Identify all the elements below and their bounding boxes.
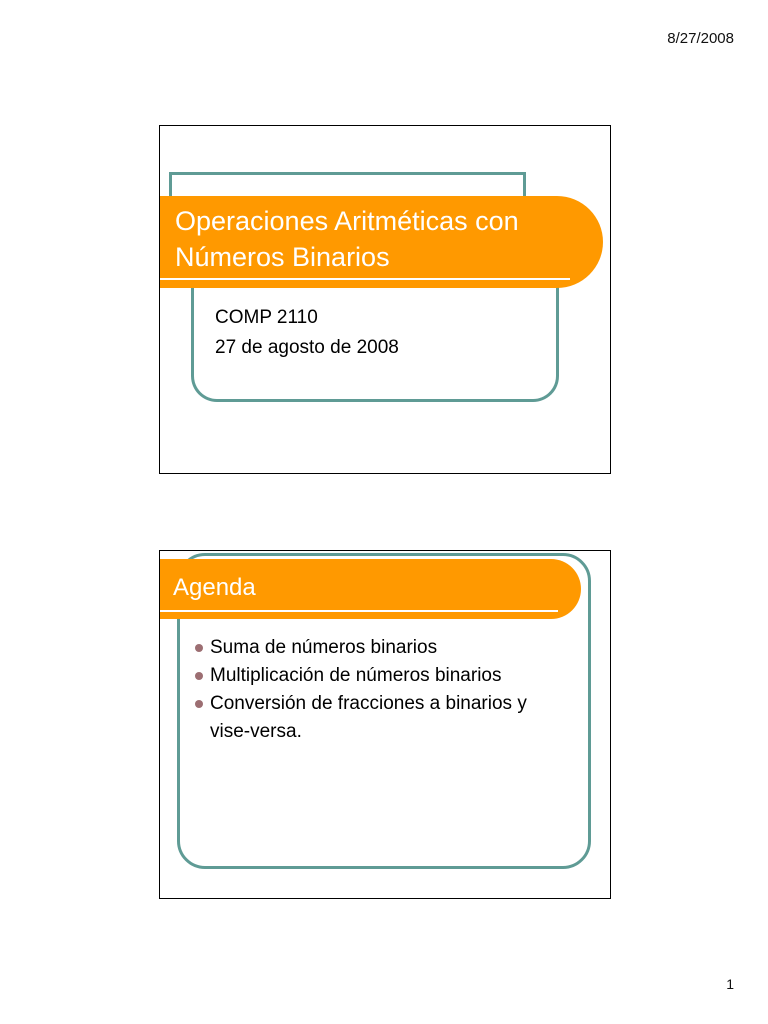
title-underline — [160, 278, 570, 280]
list-item — [193, 662, 563, 690]
slide-agenda — [159, 550, 611, 899]
page-date: 8/27/2008 — [667, 30, 734, 47]
list-item-text: Multiplicación de números binarios — [210, 665, 502, 686]
slide-title — [175, 203, 519, 275]
bullet-icon — [195, 700, 203, 708]
bullet-icon — [195, 644, 203, 652]
slide-title-slide — [159, 125, 611, 474]
course-code: COMP 2110 — [215, 307, 318, 328]
list-item-text: Suma de números binarios — [210, 637, 438, 658]
list-item — [193, 634, 563, 662]
page-number: 1 — [726, 976, 734, 992]
slide-title-line-2: Números Binarios — [175, 242, 390, 272]
bullet-icon — [195, 672, 203, 680]
slide-subtitle — [215, 303, 399, 363]
agenda-list — [193, 634, 563, 746]
title-underline — [160, 610, 558, 612]
agenda-title: Agenda — [173, 574, 256, 601]
list-item — [193, 690, 563, 746]
slide-title-line-1: Operaciones Aritméticas con — [175, 206, 519, 236]
presentation-date: 27 de agosto de 2008 — [215, 337, 399, 358]
list-item-text: Conversión de fracciones a binarios y vise-versa. — [210, 693, 527, 742]
